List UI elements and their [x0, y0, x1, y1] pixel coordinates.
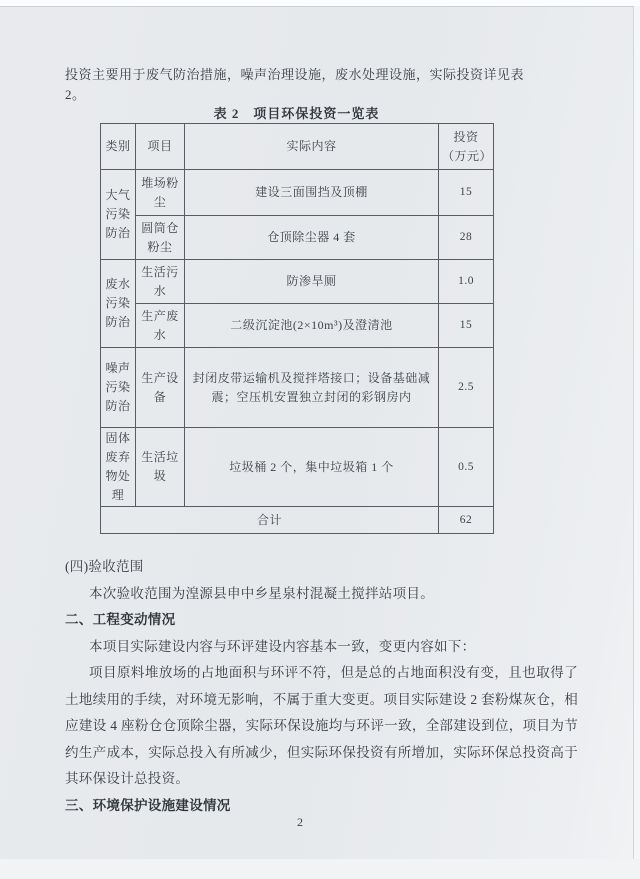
table-cell-cost: 15: [439, 170, 494, 216]
table-total-row: [101, 507, 494, 534]
table-cell-content: 二级沉淀池(2×10m³)及澄清池: [185, 304, 439, 348]
table-total-label: 合计: [101, 507, 439, 534]
header-cost: [439, 124, 494, 170]
header-content: 实际内容: [185, 124, 439, 170]
table-cell-project: 生活污水: [136, 260, 185, 304]
page-number: 2: [297, 815, 303, 829]
table-header-row: [101, 124, 494, 170]
intro-paragraph: 投资主要用于废气防治措施，噪声治理设施，废水处理设施，实际投资详见表 2。: [65, 67, 525, 102]
table-cell-project: 生活垃圾: [136, 428, 185, 507]
table-cell-cost: 1.0: [439, 260, 494, 304]
table-row: [101, 348, 494, 428]
table-cell-content: 仓顶除尘器 4 套: [185, 216, 439, 260]
table-total-value: 62: [439, 507, 494, 534]
table-cell-cost: 2.5: [439, 348, 494, 428]
table-title: 表 2 项目环保投资一览表: [213, 106, 380, 121]
section-2-heading: 二、工程变动情况: [65, 612, 176, 627]
scan-bottom-edge: [0, 859, 640, 879]
table-cell-project: 圆筒仓粉尘: [136, 216, 185, 260]
table-row: [101, 304, 494, 348]
header-category: 类别: [101, 124, 136, 170]
table-row: [101, 428, 494, 507]
header-project: 项目: [136, 124, 185, 170]
table-cell-content: 垃圾桶 2 个，集中垃圾箱 1 个: [185, 428, 439, 507]
table-row: [101, 260, 494, 304]
section-3-heading: 三、环境保护设施建设情况: [65, 797, 231, 813]
table-cell-category: 固体废弃物处理: [101, 428, 136, 507]
header-cost-line1: 投资: [453, 129, 479, 144]
table-cell-cost: 15: [439, 304, 494, 348]
table-cell-project: 生产设备: [136, 348, 185, 428]
table-row: [101, 170, 494, 216]
body-sections: [65, 554, 578, 819]
table-row: [101, 216, 494, 260]
section-2-intro: 本项目实际建设内容与环评建设内容基本一致，变更内容如下：: [89, 638, 476, 654]
section-4-body: 本次验收范围为湟源县申中乡星泉村混凝土搅拌站项目。: [89, 585, 434, 601]
investment-table: [100, 123, 494, 534]
table-cell-cost: 28: [439, 216, 494, 260]
table-cell-cost: 0.5: [439, 428, 494, 507]
table-cell-category: 大气污染防治: [101, 170, 136, 260]
table-cell-content: 防渗旱厕: [185, 260, 439, 304]
table-cell-category: 噪声污染防治: [101, 348, 136, 428]
table-cell-content: 封闭皮带运输机及搅拌塔接口；设备基础减震；空压机安置独立封闭的彩钢房内: [185, 348, 439, 428]
scanned-page: [0, 6, 634, 859]
table-cell-project: 生产废水: [136, 304, 185, 348]
section-4-heading: (四)验收范围: [65, 559, 144, 574]
table-cell-category: 废水污染防治: [101, 260, 136, 348]
section-2-body: 项目原料堆放场的占地面积与环评不符，但是总的占地面积没有变，且也取得了土地续用的手续，对环境无影响，不属于重大变更。项目实际建设 2 套粉煤灰仓，相应建设 4 座粉仓仓顶除尘器，实际环保设施均与环评一致，全部建设到位，项目为节约生产成本，实际总投入有所减少，但实际环保投资有所增加，实际环保总投资高于其环保设计总投资。: [65, 665, 578, 786]
table-cell-content: 建设三面围挡及顶棚: [185, 170, 439, 216]
table-cell-project: 堆场粉尘: [136, 170, 185, 216]
header-cost-line2: （万元）: [442, 148, 493, 163]
